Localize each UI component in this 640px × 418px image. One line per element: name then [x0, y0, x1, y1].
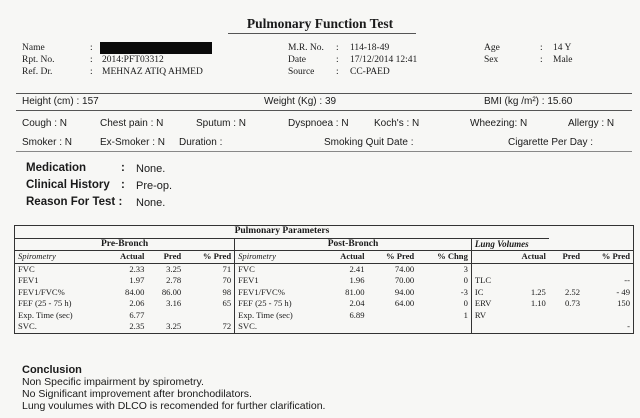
pre-pct-pred-cell: 65	[222, 298, 232, 308]
source-value: CC-PAED	[350, 67, 390, 77]
rule-symptoms-bottom	[16, 151, 632, 152]
pre-pred-cell: 3.16	[166, 298, 182, 308]
redacted-name	[100, 42, 212, 54]
lung-actual-cell	[505, 310, 549, 322]
post-param-name: FEV1	[235, 275, 324, 287]
lung-param-name: TLC	[471, 275, 504, 287]
title-underline	[228, 33, 416, 34]
pre-actual-cell: 84.00	[125, 286, 145, 297]
post-pct-pred-cell	[368, 321, 418, 333]
sputum-field: Sputum : N	[196, 118, 247, 129]
table-row	[15, 321, 634, 333]
lung-pred-cell: 2.52	[564, 286, 580, 297]
rule-measure-top	[16, 93, 632, 94]
table-row	[15, 287, 634, 299]
lung-pct-pred-cell: --	[624, 275, 630, 285]
post-actual-cell	[323, 321, 367, 333]
age-value: 14 Y	[553, 43, 572, 53]
weight-value: Weight (Kg) : 39	[264, 96, 337, 107]
rpt-value: 2014:PFT03312	[102, 55, 164, 65]
medication-label: Medication	[26, 162, 87, 174]
rpt-label: Rpt. No.	[22, 55, 55, 65]
pre-actual-cell: 6.77	[129, 309, 145, 320]
per-day-field: Cigarette Per Day :	[508, 137, 594, 148]
conclusion-line: Non Specific impairment by spirometry.	[22, 376, 204, 388]
lung-volumes-header: Lung Volumes	[471, 238, 633, 251]
wheezing-field: Wheezing: N	[470, 118, 528, 129]
pre-pct-pred-cell: 70	[222, 275, 232, 285]
lung-param-name: IC	[471, 287, 504, 299]
post-param-name: FEV1/FVC%	[235, 287, 324, 299]
ref-colon: :	[90, 67, 93, 77]
pre-param-name: FVC	[18, 263, 35, 274]
pre-actual-cell: 2.33	[129, 263, 145, 274]
pre-param-name: Exp. Time (sec)	[18, 309, 73, 320]
post-param-name: FEF (25 - 75 h)	[235, 298, 324, 310]
lung-actual-cell	[505, 321, 549, 333]
post-actual-cell: 1.96	[349, 275, 365, 285]
pulmonary-parameters-title: Pulmonary Parameters	[15, 226, 549, 239]
sex-colon: :	[540, 55, 543, 65]
post-pct-chng-cell: 1	[463, 309, 468, 320]
lung-pred-cell	[549, 263, 583, 275]
duration-field: Duration :	[179, 137, 223, 148]
post-param-name: SVC.	[235, 321, 324, 333]
table-row	[15, 310, 634, 322]
post-actual-cell: 2.41	[349, 263, 365, 274]
lung-actual-cell	[505, 275, 549, 287]
conclusion-title: Conclusion	[22, 364, 82, 376]
lung-name-header	[471, 251, 504, 264]
post-pct-pred-cell: 70.00	[394, 275, 415, 285]
pre-pred-cell: 2.78	[166, 275, 182, 285]
pre-pct-pred-cell: 98	[222, 286, 232, 297]
col-pct-pred-lung: % Pred	[583, 251, 634, 264]
source-colon: :	[336, 67, 339, 77]
pulmonary-parameters-table	[14, 225, 634, 334]
kochs-field: Koch's : N	[374, 118, 420, 129]
clinical-history-value: Pre-op.	[136, 180, 173, 192]
reason-value: None.	[136, 197, 166, 209]
pre-pct-pred-cell: 71	[222, 263, 232, 274]
post-pct-pred-cell: 94.00	[394, 286, 415, 297]
pre-actual-cell: 1.97	[129, 275, 145, 285]
post-pct-pred-cell	[368, 310, 418, 322]
lung-pred-cell	[549, 321, 583, 333]
lung-pct-pred-cell: 150	[617, 298, 630, 308]
height-value: Height (cm) : 157	[22, 96, 99, 107]
col-pct-pred-post: % Pred	[368, 251, 418, 264]
post-actual-cell: 2.04	[349, 298, 365, 308]
mr-label: M.R. No.	[288, 43, 324, 53]
lung-actual-cell	[505, 263, 549, 275]
chest-pain-field: Chest pain : N	[100, 118, 164, 129]
lung-actual-cell: 1.10	[530, 298, 546, 308]
pre-param-name: SVC.	[18, 321, 37, 331]
source-label: Source	[288, 67, 315, 77]
sex-label: Sex	[484, 55, 499, 65]
table-row	[15, 298, 634, 310]
table-row	[15, 263, 634, 275]
lung-pred-cell	[549, 310, 583, 322]
cough-field: Cough : N	[22, 118, 68, 129]
clinical-history-label: Clinical History	[26, 179, 110, 191]
post-pct-chng-cell: 3	[463, 263, 468, 274]
pre-bronch-header: Pre-Bronch	[15, 238, 235, 251]
post-pct-chng-cell: -3	[460, 286, 468, 297]
col-actual-pre: Actual	[103, 251, 147, 264]
ref-label: Ref. Dr.	[22, 67, 53, 77]
date-label: Date	[288, 55, 306, 65]
conclusion-section	[22, 364, 325, 412]
post-actual-cell: 6.89	[349, 309, 365, 320]
conclusion-line: Lung voulumes with DLCO is recomended for further clarification.	[22, 400, 326, 412]
table-row	[15, 275, 634, 287]
age-label: Age	[484, 43, 500, 53]
rpt-colon: :	[90, 55, 93, 65]
pre-pred-cell: 86.00	[161, 286, 182, 297]
name-colon: :	[90, 43, 93, 53]
quit-date-field: Smoking Quit Date :	[324, 137, 414, 148]
post-bronch-header: Post-Bronch	[235, 238, 472, 251]
name-label: Name	[22, 43, 45, 53]
post-param-name: Exp. Time (sec)	[235, 310, 324, 322]
col-pred-pre: Pred	[147, 251, 184, 264]
post-pct-pred-cell: 74.00	[394, 263, 415, 274]
pre-actual-cell: 2.35	[129, 321, 145, 331]
mr-value: 114-18-49	[350, 43, 390, 53]
conclusion-line: No Significant improvement after bronchodilators.	[22, 388, 252, 400]
lung-pct-pred-cell	[583, 310, 634, 322]
allergy-field: Allergy : N	[568, 118, 615, 129]
sex-value: Male	[553, 55, 573, 65]
medication-value: None.	[136, 163, 166, 175]
pre-param-name: FEV1	[18, 275, 39, 285]
pre-pct-pred-cell: 72	[222, 321, 232, 331]
pre-pred-cell	[147, 310, 184, 322]
rule-measure-bottom	[16, 110, 632, 111]
dyspnoea-field: Dyspnoea : N	[288, 118, 349, 129]
report-title: Pulmonary Function Test	[246, 16, 394, 31]
medication-colon: :	[121, 162, 125, 174]
ex-smoker-field: Ex-Smoker : N	[100, 137, 166, 148]
lung-param-name: ERV	[471, 298, 504, 310]
lung-pct-pred-cell: -	[627, 321, 630, 331]
col-actual-post: Actual	[323, 251, 367, 264]
lung-param-name: RV	[471, 310, 504, 322]
spirometry-label-pre: Spirometry	[15, 251, 104, 264]
reason-label: Reason For Test :	[26, 196, 123, 208]
lung-param-name	[471, 321, 504, 333]
col-pred-lung: Pred	[549, 251, 583, 264]
pre-param-name: FEV1/FVC%	[18, 286, 65, 297]
bmi-value: BMI (kg /m²) : 15.60	[484, 96, 573, 107]
pre-pred-cell: 3.25	[166, 321, 182, 331]
col-pct-pred-pre: % Pred	[184, 251, 234, 264]
smoker-field: Smoker : N	[22, 137, 73, 148]
age-colon: :	[540, 43, 543, 53]
col-actual-lung: Actual	[505, 251, 549, 264]
post-pct-pred-cell: 64.00	[394, 298, 415, 308]
pre-pct-pred-cell	[184, 310, 234, 322]
post-actual-cell: 81.00	[345, 286, 365, 297]
ref-value: MEHNAZ ATIQ AHMED	[102, 67, 203, 77]
col-pct-chng-post: % Chng	[417, 251, 471, 264]
lung-param-name	[471, 263, 504, 275]
post-pct-chng-cell	[417, 321, 471, 333]
spirometry-label-post: Spirometry	[235, 251, 324, 264]
lung-pred-cell	[549, 275, 583, 287]
mr-colon: :	[336, 43, 339, 53]
post-pct-chng-cell: 0	[463, 298, 468, 308]
post-pct-chng-cell: 0	[463, 275, 468, 285]
pre-actual-cell: 2.06	[129, 298, 145, 308]
lung-pred-cell: 0.73	[564, 298, 580, 308]
clinical-history-colon: :	[121, 179, 125, 191]
lung-actual-cell: 1.25	[530, 286, 546, 297]
lung-pct-pred-cell: - 49	[616, 286, 630, 297]
post-param-name: FVC	[235, 263, 324, 275]
pre-param-name: FEF (25 - 75 h)	[18, 298, 72, 308]
date-colon: :	[336, 55, 339, 65]
lung-pct-pred-cell	[583, 263, 634, 275]
date-value: 17/12/2014 12:41	[350, 55, 418, 65]
pre-pred-cell: 3.25	[166, 263, 182, 274]
